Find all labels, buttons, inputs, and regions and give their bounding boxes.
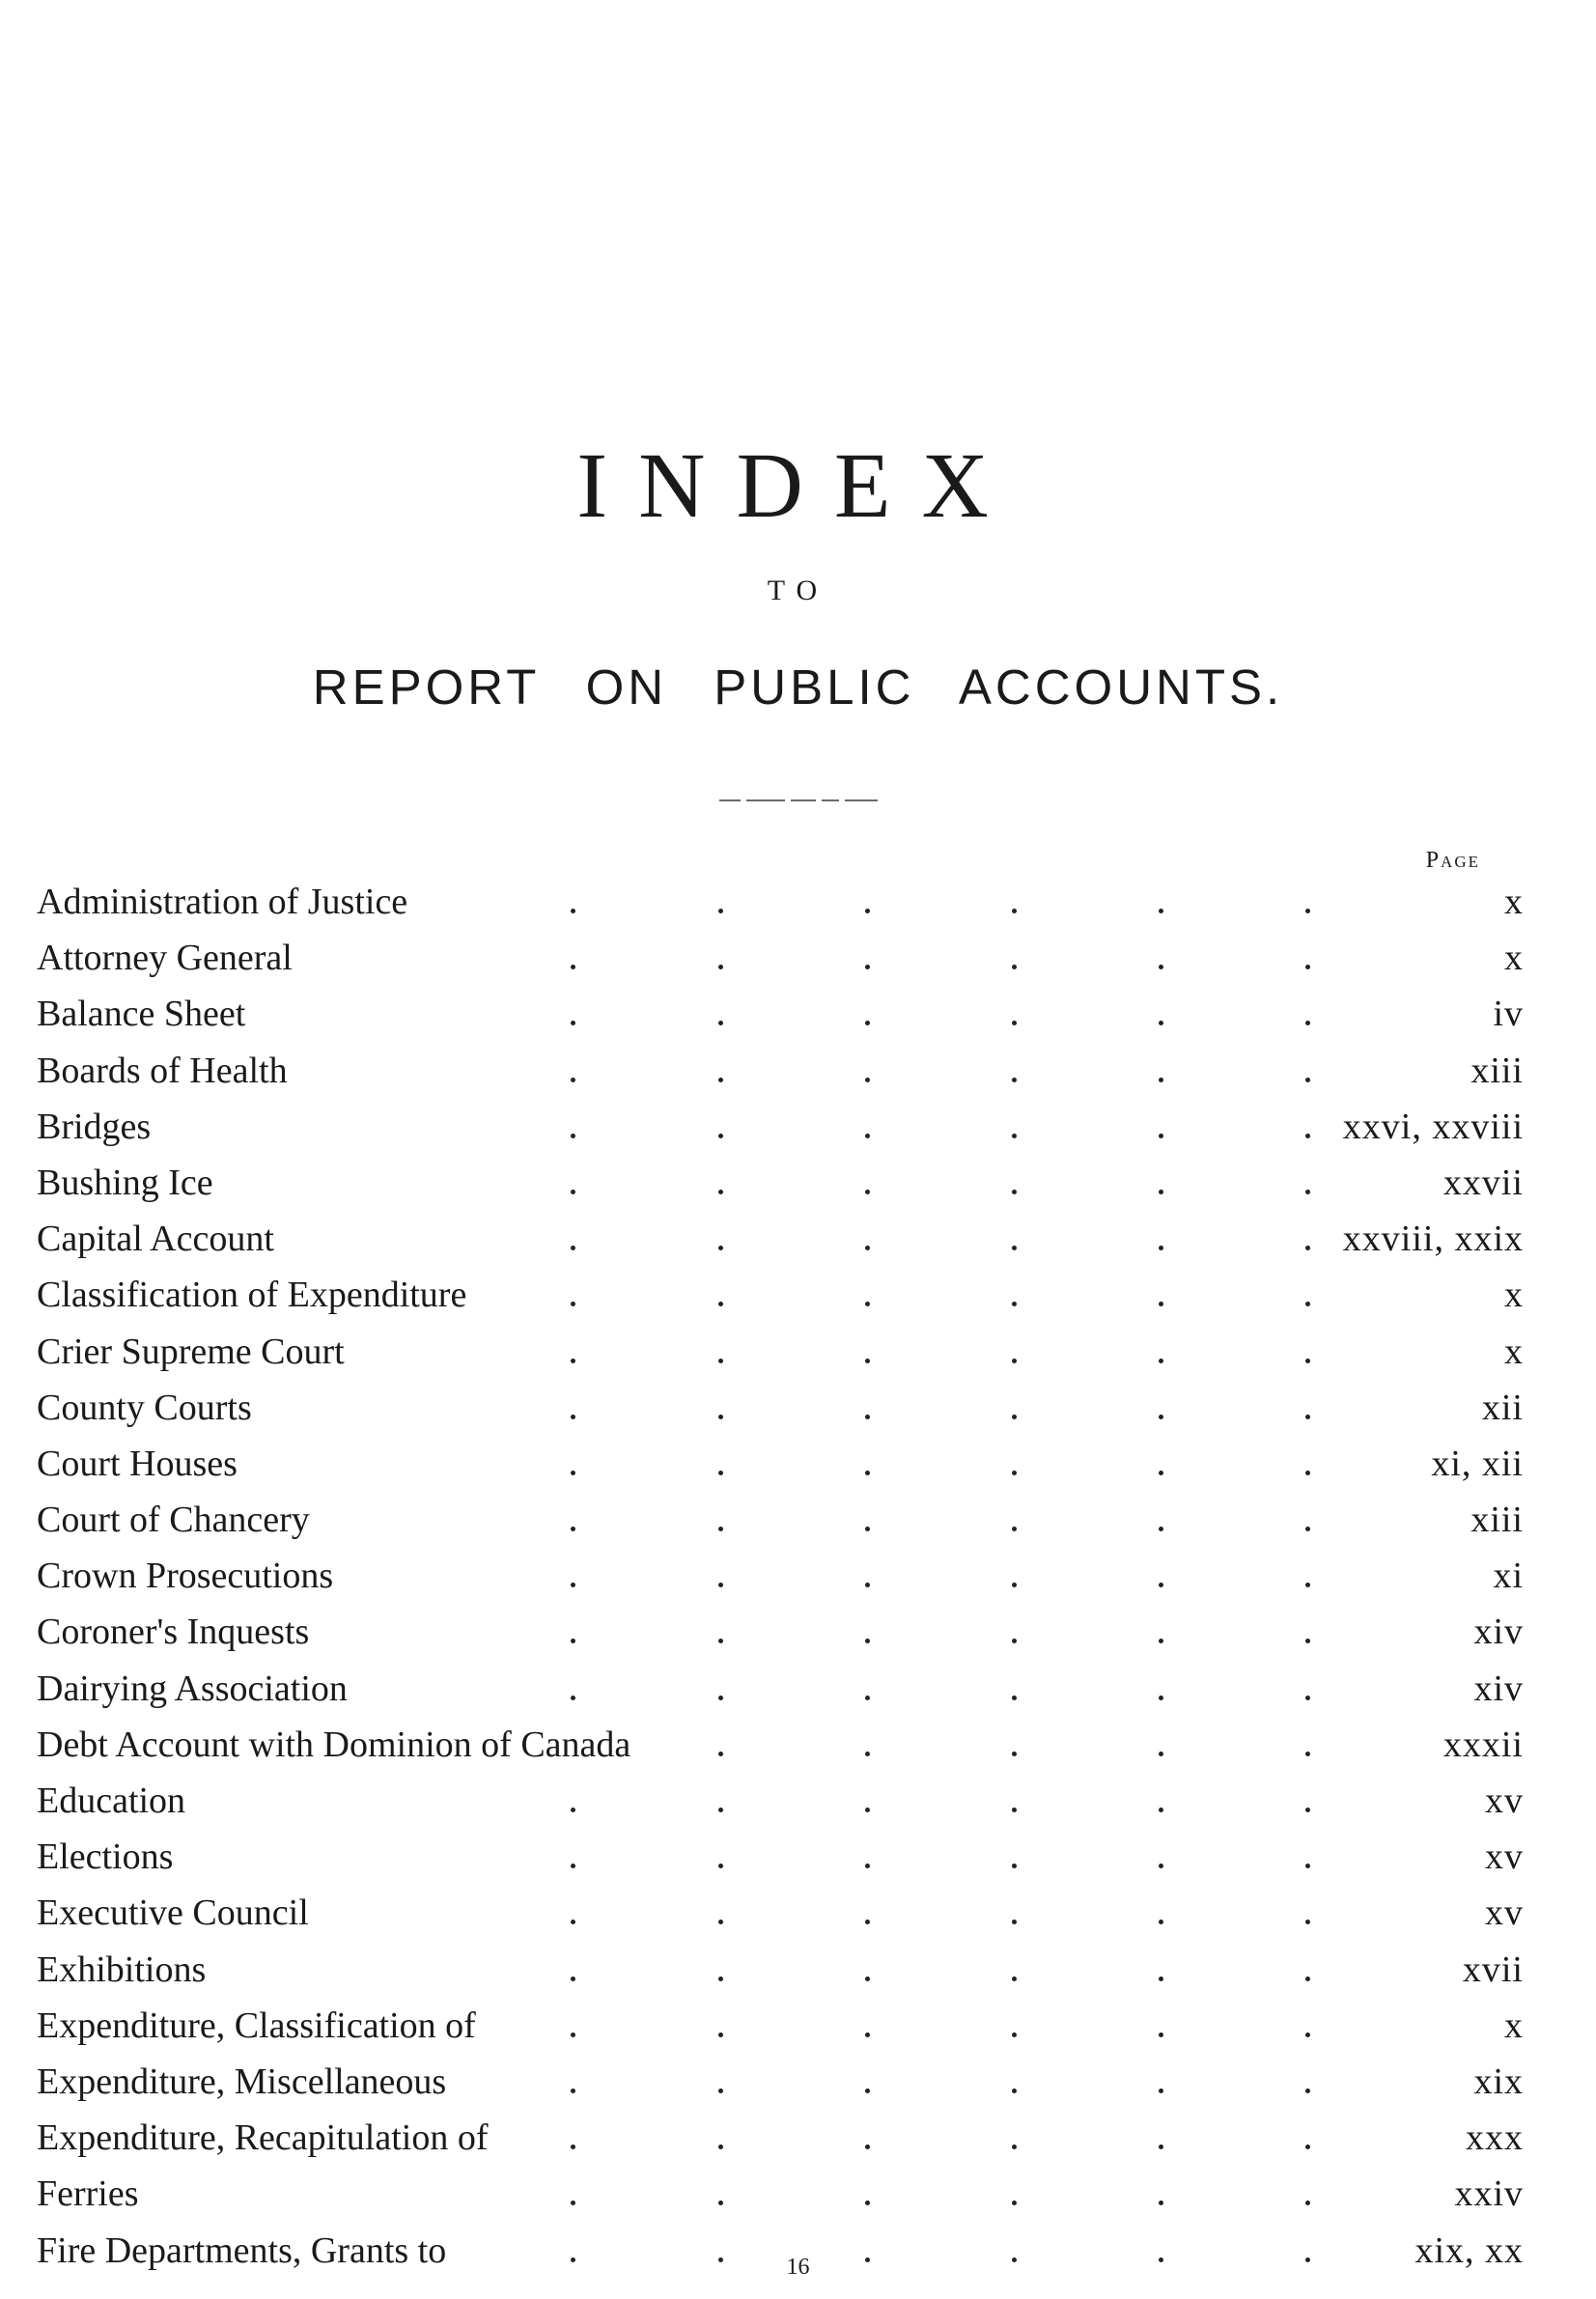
index-entry-page: xv	[1485, 1892, 1524, 1934]
index-entry-page: xxiv	[1454, 2173, 1524, 2215]
index-entry-label: Expenditure, Classification of	[37, 1998, 486, 2054]
index-entry-label: Debt Account with Dominion of Canada	[37, 1717, 640, 1773]
dot-leader	[37, 2166, 1524, 2222]
index-entry-label: Court Houses	[37, 1436, 247, 1492]
index-entry-label: Executive Council	[37, 1885, 319, 1941]
index-entry-label: County Courts	[37, 1380, 262, 1436]
index-entry	[37, 1773, 1524, 1829]
index-entry	[37, 1885, 1524, 1941]
dot-leader	[37, 1942, 1524, 1998]
index-entry-label: Crown Prosecutions	[37, 1548, 343, 1604]
index-entry-label: Crier Supreme Court	[37, 1324, 354, 1380]
index-entry	[37, 1211, 1524, 1267]
index-entry	[37, 1942, 1524, 1998]
index-entry	[37, 1324, 1524, 1380]
dot-leader	[37, 1773, 1524, 1829]
index-entry	[37, 1099, 1524, 1155]
index-entry	[37, 1604, 1524, 1660]
index-entry	[37, 2110, 1524, 2166]
index-entry	[37, 930, 1524, 986]
report-subtitle: REPORT ON PUBLIC ACCOUNTS.	[312, 659, 1284, 715]
index-entry	[37, 2054, 1524, 2110]
index-entry-label: Coroner's Inquests	[37, 1604, 319, 1660]
index-entry	[37, 874, 1524, 930]
index-entry-label: Expenditure, Recapitulation of	[37, 2110, 497, 2166]
index-entry	[37, 1155, 1524, 1211]
dot-leader	[37, 1099, 1524, 1155]
index-entry-page: xv	[1485, 1836, 1524, 1878]
index-entry-label: Fire Departments, Grants to	[37, 2223, 456, 2279]
index-entry-label: Classification of Expenditure	[37, 1267, 476, 1323]
index-entry	[37, 1436, 1524, 1492]
index-entry-page: xix, xx	[1414, 2229, 1524, 2271]
index-entry-label: Education	[37, 1773, 195, 1829]
index-entry-page: xxvii	[1442, 1162, 1524, 1203]
index-entry-page: xv	[1485, 1780, 1524, 1821]
index-entry	[37, 1998, 1524, 2054]
index-entry-label: Elections	[37, 1829, 182, 1885]
dot-leader	[37, 1829, 1524, 1885]
index-entry-label: Dairying Association	[37, 1661, 357, 1717]
index-entry	[37, 1380, 1524, 1436]
index-entry-page: xiv	[1473, 1668, 1524, 1709]
index-entry-label: Expenditure, Miscellaneous	[37, 2054, 456, 2110]
index-entry-label: Bridges	[37, 1099, 160, 1155]
index-entry-page: x	[1504, 882, 1524, 922]
index-entry-page: x	[1504, 1331, 1524, 1372]
index-entry-label: Court of Chancery	[37, 1492, 320, 1548]
index-entry	[37, 1492, 1524, 1548]
index-entry	[37, 1829, 1524, 1885]
index-entry-label: Bushing Ice	[37, 1155, 223, 1211]
index-entry-page: xvii	[1462, 1949, 1524, 1990]
index-entry	[37, 1548, 1524, 1604]
index-entry	[37, 1661, 1524, 1717]
index-entry-label: Attorney General	[37, 930, 302, 986]
decorative-rule	[0, 799, 1596, 801]
index-entry-label: Ferries	[37, 2166, 149, 2222]
index-entry-label: Balance Sheet	[37, 986, 255, 1042]
index-entry-page: iv	[1493, 994, 1524, 1035]
index-entry-page: xiii	[1470, 1050, 1524, 1091]
index-entry-label: Capital Account	[37, 1211, 284, 1267]
index-entry	[37, 2166, 1524, 2222]
index-entry-page: x	[1504, 938, 1524, 979]
title-connector: TO	[767, 575, 829, 606]
page-number: 16	[786, 2255, 810, 2280]
index-entry	[37, 1267, 1524, 1323]
index-entry-label: Exhibitions	[37, 1942, 215, 1998]
index-entry-list	[37, 874, 1524, 2279]
dot-leader	[37, 1436, 1524, 1492]
index-entry-page: x	[1504, 1275, 1524, 1316]
index-entry-page: xiii	[1470, 1500, 1524, 1541]
index-entry-page: xix	[1473, 2061, 1524, 2102]
index-entry	[37, 1043, 1524, 1099]
index-entry-page: xi, xii	[1431, 1443, 1524, 1484]
index-entry-page: xii	[1481, 1387, 1524, 1428]
index-entry-page: xxx	[1466, 2117, 1524, 2159]
index-entry	[37, 1717, 1524, 1773]
index-entry-page: xxvi, xxviii	[1342, 1106, 1524, 1147]
index-entry-page: xxviii, xxix	[1342, 1219, 1524, 1260]
index-entry-page: xi	[1493, 1556, 1524, 1597]
page-column-header: Page	[1425, 848, 1480, 873]
index-entry-page: xiv	[1473, 1612, 1524, 1653]
dot-leader	[37, 1155, 1524, 1211]
index-entry-page: xxxii	[1442, 1724, 1524, 1765]
index-title: INDEX	[576, 434, 1020, 537]
index-entry	[37, 986, 1524, 1042]
index-entry-label: Administration of Justice	[37, 874, 417, 930]
index-entry	[37, 2223, 1524, 2279]
index-entry-label: Boards of Health	[37, 1043, 297, 1099]
dot-leader	[37, 986, 1524, 1042]
index-entry-page: x	[1504, 2005, 1524, 2046]
